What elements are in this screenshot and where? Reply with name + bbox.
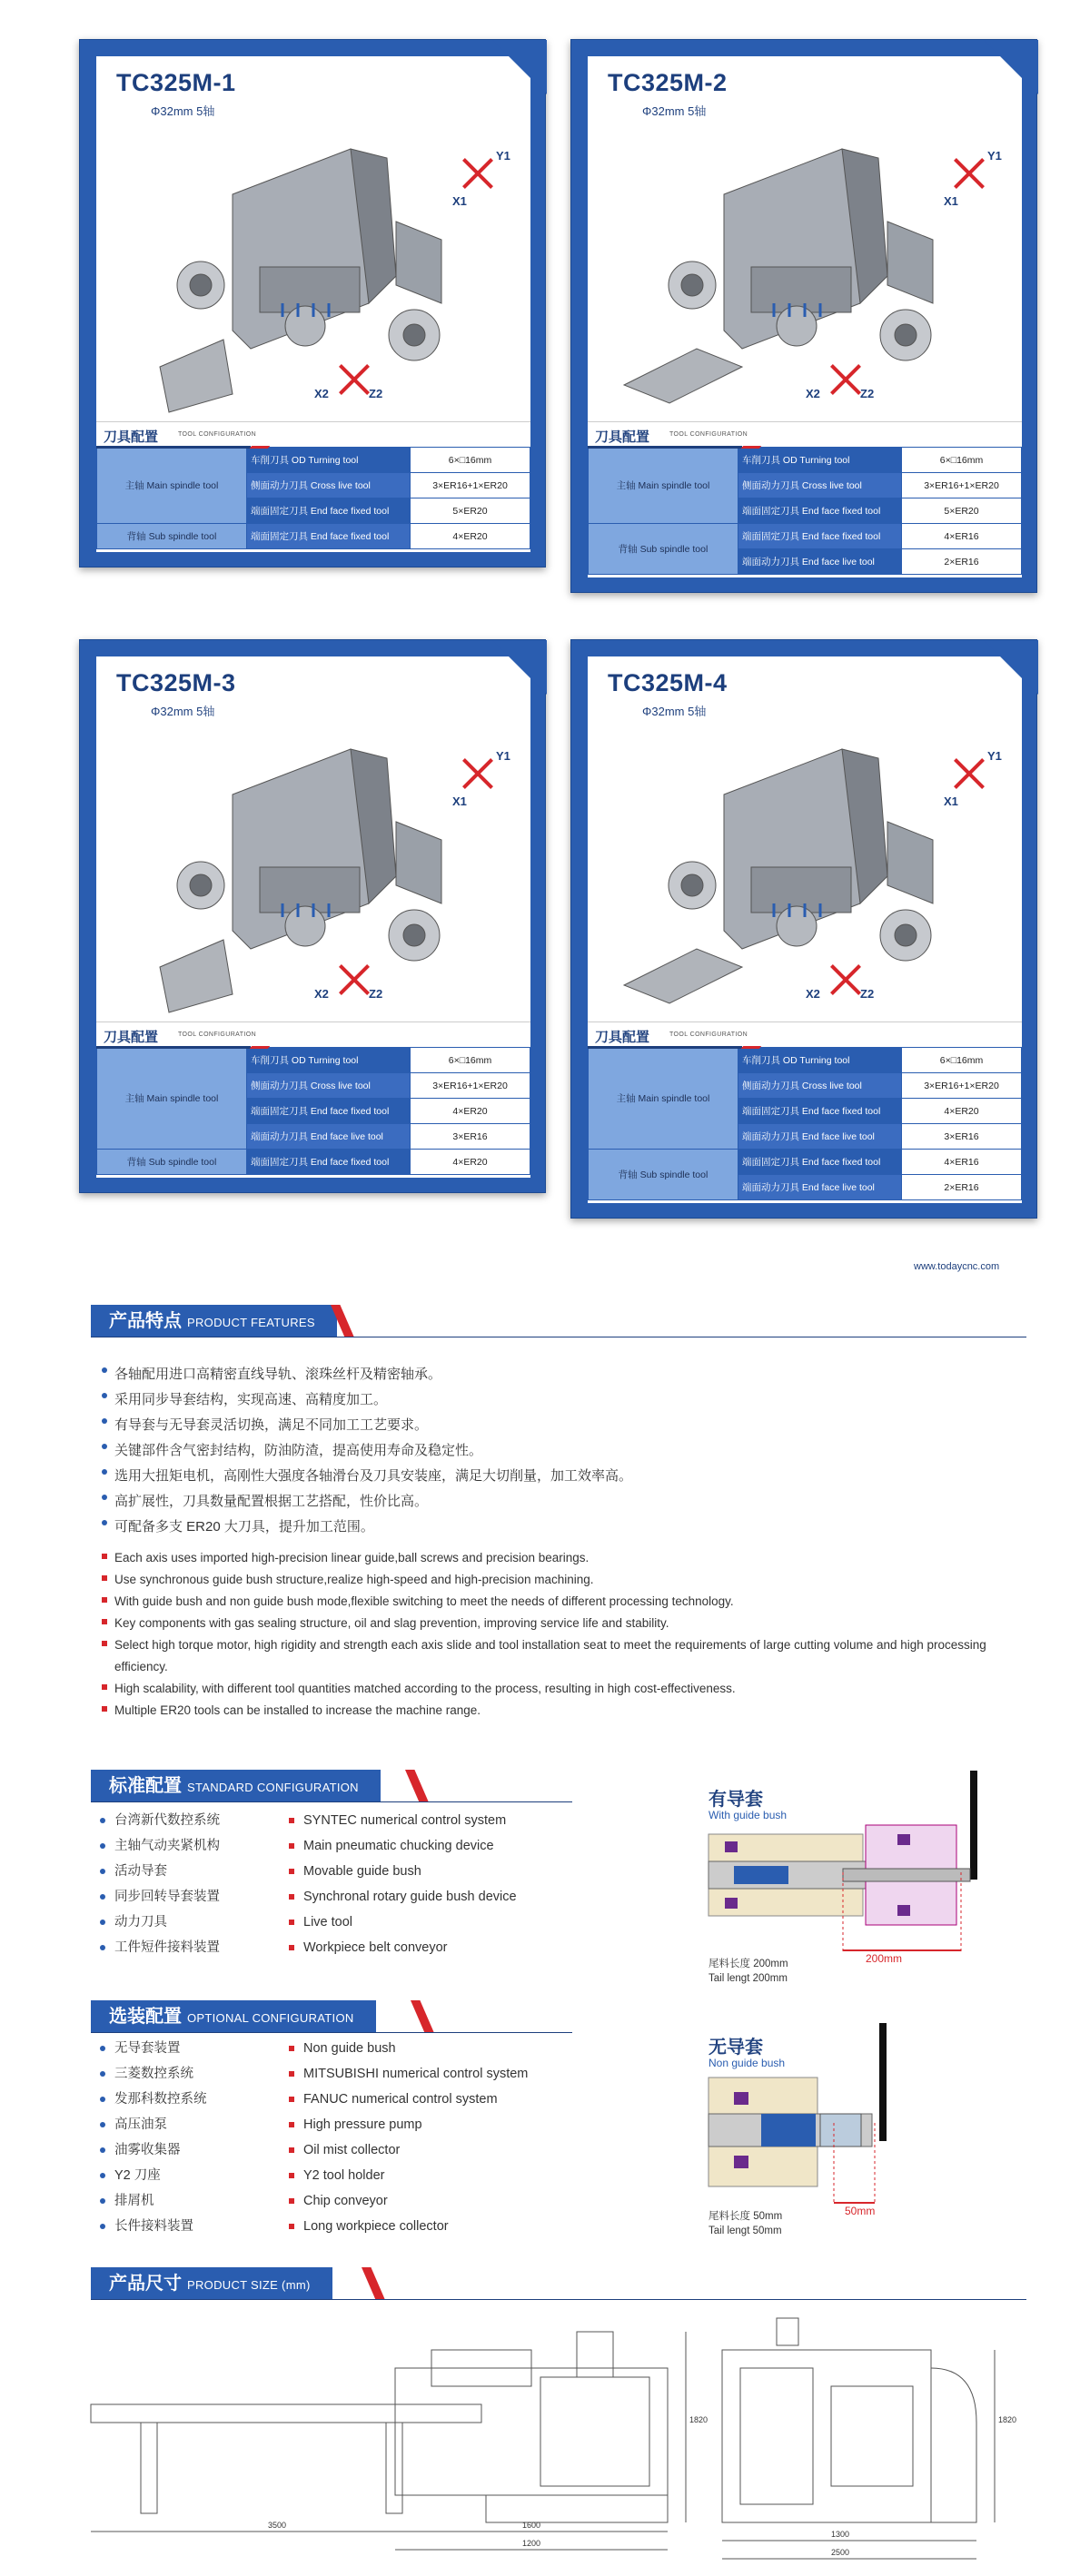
optional-item-cn: 排屑机	[100, 2188, 207, 2214]
tool-value-cell: 2×ER16	[902, 549, 1022, 575]
dim-d6: 2500	[831, 2548, 850, 2557]
model-title: TC325M-1	[116, 69, 236, 96]
table-row	[97, 1048, 530, 1073]
axis-x1-y1-mark	[949, 153, 989, 193]
tool-name-cell: 车削刀具 OD Turning tool	[247, 1048, 411, 1073]
feature-item-en: Multiple ER20 tools can be installed to increase the machine range.	[102, 1700, 1028, 1722]
model-card	[570, 39, 1037, 593]
spindle-group-label: 主轴 Main spindle tool	[97, 448, 247, 524]
tool-name-cell: 端面动力刀具 End face live tool	[738, 549, 902, 575]
axis-x2-label: X2	[314, 387, 329, 400]
dim-d1: 3500	[268, 2521, 287, 2530]
machine-illustration	[588, 722, 1022, 1022]
axis-x1-y1-mark	[458, 153, 498, 193]
optional-title-en: OPTIONAL CONFIGURATION	[187, 2011, 354, 2025]
tool-config-header	[588, 1022, 1022, 1047]
features-title-en: PRODUCT FEATURES	[187, 1316, 315, 1329]
feature-item-cn: 关键部件含气密封结构，防油防渣，提高使用寿命及稳定性。	[102, 1438, 632, 1464]
tool-value-cell: 3×ER16	[902, 1124, 1022, 1150]
axis-x1-label: X1	[452, 194, 467, 208]
tool-config-table	[96, 1047, 530, 1175]
axis-y1-label: Y1	[987, 149, 1002, 163]
optional-underline	[91, 2032, 572, 2033]
axis-z2-label: Z2	[860, 387, 875, 400]
dim-d4: 1820	[689, 2415, 708, 2424]
dim-d7: 1300	[831, 2530, 850, 2539]
spindle-group-label: 主轴 Main spindle tool	[589, 1048, 738, 1150]
tool-config-table	[588, 447, 1022, 575]
tool-value-cell: 5×ER20	[411, 498, 530, 524]
feature-item-cn: 有导套与无导套灵活切换，满足不同加工工艺要求。	[102, 1413, 632, 1438]
tool-name-cell: 端面动力刀具 End face live tool	[738, 1175, 902, 1200]
tool-config-bar	[96, 1046, 251, 1049]
model-card	[79, 39, 546, 568]
model-subtitle: Φ32mm 5轴	[151, 104, 215, 118]
tool-config-bar	[96, 446, 251, 449]
optional-item-cn: 长件接料装置	[100, 2214, 207, 2239]
model-card-inner	[96, 56, 530, 552]
features-list-cn	[102, 1362, 632, 1540]
tool-value-cell: 2×ER16	[902, 1175, 1022, 1200]
tool-config-title-en: TOOL CONFIGURATION	[178, 1031, 257, 1038]
optional-item-en: Long workpiece collector	[289, 2214, 528, 2239]
model-title: TC325M-4	[608, 669, 728, 696]
tool-name-cell: 端面固定刀具 End face fixed tool	[247, 524, 411, 549]
standard-item-cn: 动力刀具	[100, 1910, 220, 1935]
optional-item-en: FANUC numerical control system	[289, 2087, 528, 2112]
tool-config-title-en: TOOL CONFIGURATION	[178, 431, 257, 438]
optional-item-en: MITSUBISHI numerical control system	[289, 2061, 528, 2087]
tool-config-bar	[588, 446, 742, 449]
optional-list-cn	[100, 2036, 207, 2239]
tool-name-cell: 端面固定刀具 End face fixed tool	[738, 524, 902, 549]
axis-x1-label: X1	[944, 194, 958, 208]
website-url[interactable]: www.todaycnc.com	[914, 1261, 1000, 1272]
axis-x1-label: X1	[452, 795, 467, 808]
axis-x2-label: X2	[314, 987, 329, 1001]
tool-name-cell: 端面固定刀具 End face fixed tool	[247, 1099, 411, 1124]
optional-item-en: High pressure pump	[289, 2112, 528, 2137]
spindle-group-label: 背轴 Sub spindle tool	[97, 1150, 247, 1175]
dim-d3: 1200	[522, 2539, 541, 2548]
feature-item-cn: 采用同步导套结构，实现高速、高精度加工。	[102, 1387, 632, 1413]
tool-value-cell: 3×ER16+1×ER20	[902, 473, 1022, 498]
with-guide-bush-diagram	[707, 1771, 979, 1989]
standard-item-cn: 活动导套	[100, 1859, 220, 1884]
optional-item-en: Oil mist collector	[289, 2137, 528, 2163]
tool-config-table	[96, 447, 530, 549]
standard-item-en: Main pneumatic chucking device	[289, 1833, 517, 1859]
features-tab	[91, 1305, 337, 1337]
tool-name-cell: 侧面动力刀具 Cross live tool	[738, 473, 902, 498]
axis-x1-y1-mark	[458, 754, 498, 794]
machine-illustration	[96, 122, 530, 421]
optional-title-cn: 选装配置	[109, 2007, 182, 2027]
standard-item-cn: 主轴气动夹紧机构	[100, 1833, 220, 1859]
model-card	[79, 639, 546, 1193]
tool-name-cell: 车削刀具 OD Turning tool	[738, 448, 902, 473]
tool-name-cell: 端面固定刀具 End face fixed tool	[247, 498, 411, 524]
optional-item-cn: Y2 刀座	[100, 2163, 207, 2188]
standard-underline	[91, 1801, 572, 1802]
tool-config-title-cn: 刀具配置	[595, 1030, 650, 1045]
tool-config-red-stripe	[741, 446, 762, 449]
tool-name-cell: 侧面动力刀具 Cross live tool	[247, 473, 411, 498]
with-guide-bush-note-cn: 尾料长度 200mm	[708, 1959, 788, 1969]
tool-config-red-stripe	[250, 1046, 271, 1049]
standard-item-cn: 同步回转导套装置	[100, 1884, 220, 1910]
tool-config-table	[588, 1047, 1022, 1200]
non-guide-bush-note-en: Tail lengt 50mm	[708, 2226, 782, 2236]
tool-config-title-en: TOOL CONFIGURATION	[669, 1031, 748, 1038]
tool-value-cell: 6×□16mm	[902, 448, 1022, 473]
feature-item-en: With guide bush and non guide bush mode,flexible switching to meet the needs of different processing technology.	[102, 1591, 1028, 1613]
standard-item-en: Workpiece belt conveyor	[289, 1935, 517, 1960]
size-title-cn: 产品尺寸	[109, 2274, 182, 2294]
tool-name-cell: 端面固定刀具 End face fixed tool	[738, 1099, 902, 1124]
standard-item-en: Movable guide bush	[289, 1859, 517, 1884]
tool-value-cell: 4×ER16	[902, 1150, 1022, 1175]
dim-d2: 1600	[522, 2521, 541, 2530]
spindle-group-label: 背轴 Sub spindle tool	[589, 524, 738, 575]
table-row	[589, 1150, 1022, 1175]
with-guide-bush-dimension: 200mm	[866, 1952, 903, 1965]
tool-config-header	[96, 1022, 530, 1047]
tool-name-cell: 端面固定刀具 End face fixed tool	[738, 498, 902, 524]
features-list-en	[102, 1547, 1028, 1722]
model-card-header	[96, 656, 530, 722]
axis-x1-label: X1	[944, 795, 958, 808]
standard-red-stripe	[405, 1770, 429, 1802]
feature-item-en: Each axis uses imported high-precision linear guide,ball screws and precision bearings.	[102, 1547, 1028, 1569]
optional-item-cn: 油雾收集器	[100, 2137, 207, 2163]
tool-value-cell: 6×□16mm	[411, 448, 530, 473]
table-row	[97, 524, 530, 549]
tool-config-title-en: TOOL CONFIGURATION	[669, 431, 748, 438]
tool-name-cell: 侧面动力刀具 Cross live tool	[247, 1073, 411, 1099]
feature-item-cn: 可配备多支 ER20 大刀具，提升加工范围。	[102, 1515, 632, 1540]
feature-item-cn: 高扩展性，刀具数量配置根据工艺搭配，性价比高。	[102, 1489, 632, 1515]
optional-list-en	[289, 2036, 528, 2239]
feature-item-en: Use synchronous guide bush structure,realize high-speed and high-precision machining.	[102, 1569, 1028, 1591]
tool-value-cell: 3×ER16+1×ER20	[902, 1073, 1022, 1099]
model-card	[570, 639, 1037, 1219]
feature-item-cn: 选用大扭矩电机，高刚性大强度各轴滑台及刀具安装座，满足大切削量，加工效率高。	[102, 1464, 632, 1489]
standard-item-en: Live tool	[289, 1910, 517, 1935]
tool-name-cell: 侧面动力刀具 Cross live tool	[738, 1073, 902, 1099]
standard-item-en: SYNTEC numerical control system	[289, 1808, 517, 1833]
non-guide-bush-note-cn: 尾料长度 50mm	[708, 2211, 783, 2222]
size-red-stripe	[362, 2267, 385, 2300]
optional-item-cn: 发那科数控系统	[100, 2087, 207, 2112]
standard-list-cn	[100, 1808, 220, 1960]
model-card-inner	[588, 656, 1022, 1203]
axis-y1-label: Y1	[496, 149, 510, 163]
feature-item-en: Key components with gas sealing structure, oil and slag prevention, improving service life and stability.	[102, 1613, 1028, 1634]
tool-name-cell: 车削刀具 OD Turning tool	[738, 1048, 902, 1073]
non-guide-bush-diagram	[707, 2023, 916, 2232]
model-card-inner	[96, 656, 530, 1178]
axis-y1-label: Y1	[987, 749, 1002, 763]
with-guide-bush-title: 有导套	[708, 1790, 763, 1810]
with-guide-bush-note-en: Tail lengt 200mm	[708, 1973, 788, 1984]
with-guide-bush-subtitle: With guide bush	[708, 1809, 788, 1821]
axis-x2-label: X2	[806, 987, 820, 1001]
axis-z2-label: Z2	[369, 987, 383, 1001]
tool-config-red-stripe	[741, 1046, 762, 1049]
model-title: TC325M-2	[608, 69, 728, 96]
tool-name-cell: 端面固定刀具 End face fixed tool	[247, 1150, 411, 1175]
tool-config-header	[96, 421, 530, 447]
standard-title-en: STANDARD CONFIGURATION	[187, 1781, 359, 1794]
tool-value-cell: 3×ER16+1×ER20	[411, 473, 530, 498]
standard-list-en	[289, 1808, 517, 1960]
table-row	[589, 524, 1022, 549]
size-underline	[91, 2299, 1026, 2300]
tool-config-red-stripe	[250, 446, 271, 449]
standard-tab	[91, 1770, 381, 1802]
non-guide-bush-title: 无导套	[708, 2038, 763, 2058]
axis-z2-label: Z2	[860, 987, 875, 1001]
standard-item-en: Synchronal rotary guide bush device	[289, 1884, 517, 1910]
tool-value-cell: 6×□16mm	[411, 1048, 530, 1073]
model-card-header	[588, 56, 1022, 122]
tool-value-cell: 3×ER16+1×ER20	[411, 1073, 530, 1099]
axis-x1-y1-mark	[949, 754, 989, 794]
non-guide-bush-note	[708, 2209, 782, 2238]
tool-name-cell: 端面动力刀具 End face live tool	[247, 1124, 411, 1150]
optional-item-cn: 三菱数控系统	[100, 2061, 207, 2087]
spindle-group-label: 背轴 Sub spindle tool	[97, 524, 247, 549]
tool-value-cell: 6×□16mm	[902, 1048, 1022, 1073]
spindle-group-label: 背轴 Sub spindle tool	[589, 1150, 738, 1200]
axis-z2-label: Z2	[369, 387, 383, 400]
standard-item-cn: 台湾新代数控系统	[100, 1808, 220, 1833]
feature-item-en: Select high torque motor, high rigidity and strength each axis slide and tool installation seat to meet the requirements of large cutting volume and high processing efficiency.	[102, 1634, 1028, 1678]
features-title-cn: 产品特点	[109, 1311, 182, 1331]
optional-item-en: Non guide bush	[289, 2036, 528, 2061]
tool-name-cell: 车削刀具 OD Turning tool	[247, 448, 411, 473]
optional-tab	[91, 2000, 376, 2033]
standard-title-cn: 标准配置	[109, 1776, 182, 1796]
tool-name-cell: 端面固定刀具 End face fixed tool	[738, 1150, 902, 1175]
table-row	[589, 1048, 1022, 1073]
model-subtitle: Φ32mm 5轴	[642, 104, 707, 118]
tool-value-cell: 4×ER20	[902, 1099, 1022, 1124]
spindle-group-label: 主轴 Main spindle tool	[97, 1048, 247, 1150]
model-card-header	[96, 56, 530, 122]
tool-value-cell: 5×ER20	[902, 498, 1022, 524]
tool-value-cell: 4×ER20	[411, 524, 530, 549]
tool-value-cell: 3×ER16	[411, 1124, 530, 1150]
model-title: TC325M-3	[116, 669, 236, 696]
optional-item-en: Y2 tool holder	[289, 2163, 528, 2188]
tool-config-title-cn: 刀具配置	[104, 1030, 159, 1045]
non-guide-bush-dimension: 50mm	[845, 2205, 876, 2217]
dim-d5: 1820	[998, 2415, 1017, 2424]
machine-illustration	[588, 122, 1022, 421]
optional-red-stripe	[411, 2000, 434, 2033]
axis-y1-label: Y1	[496, 749, 510, 763]
optional-item-cn: 无导套装置	[100, 2036, 207, 2061]
model-subtitle: Φ32mm 5轴	[151, 705, 215, 718]
model-card-header	[588, 656, 1022, 722]
tool-value-cell: 4×ER16	[902, 524, 1022, 549]
tool-config-bar	[588, 1046, 742, 1049]
size-tab	[91, 2267, 332, 2300]
spindle-group-label: 主轴 Main spindle tool	[589, 448, 738, 524]
machine-illustration	[96, 722, 530, 1022]
tool-value-cell: 4×ER20	[411, 1150, 530, 1175]
tool-config-header	[588, 421, 1022, 447]
tool-name-cell: 端面动力刀具 End face live tool	[738, 1124, 902, 1150]
with-guide-bush-note	[708, 1957, 788, 1986]
axis-x2-label: X2	[806, 387, 820, 400]
feature-item-cn: 各轴配用进口高精密直线导轨、滚珠丝杆及精密轴承。	[102, 1362, 632, 1387]
non-guide-bush-subtitle: Non guide bush	[708, 2057, 786, 2069]
table-row	[589, 448, 1022, 473]
optional-item-cn: 高压油泵	[100, 2112, 207, 2137]
tool-config-title-cn: 刀具配置	[104, 429, 159, 445]
tool-value-cell: 4×ER20	[411, 1099, 530, 1124]
table-row	[97, 1150, 530, 1175]
optional-item-en: Chip conveyor	[289, 2188, 528, 2214]
feature-item-en: High scalability, with different tool quantities matched according to the process, resulting in high cost-effectiveness.	[102, 1678, 1028, 1700]
table-row	[97, 448, 530, 473]
tool-config-title-cn: 刀具配置	[595, 429, 650, 445]
product-size-drawing	[86, 2314, 1049, 2570]
size-title-en: PRODUCT SIZE (mm)	[187, 2278, 311, 2292]
model-card-inner	[588, 56, 1022, 577]
model-subtitle: Φ32mm 5轴	[642, 705, 707, 718]
standard-item-cn: 工件短件接料装置	[100, 1935, 220, 1960]
